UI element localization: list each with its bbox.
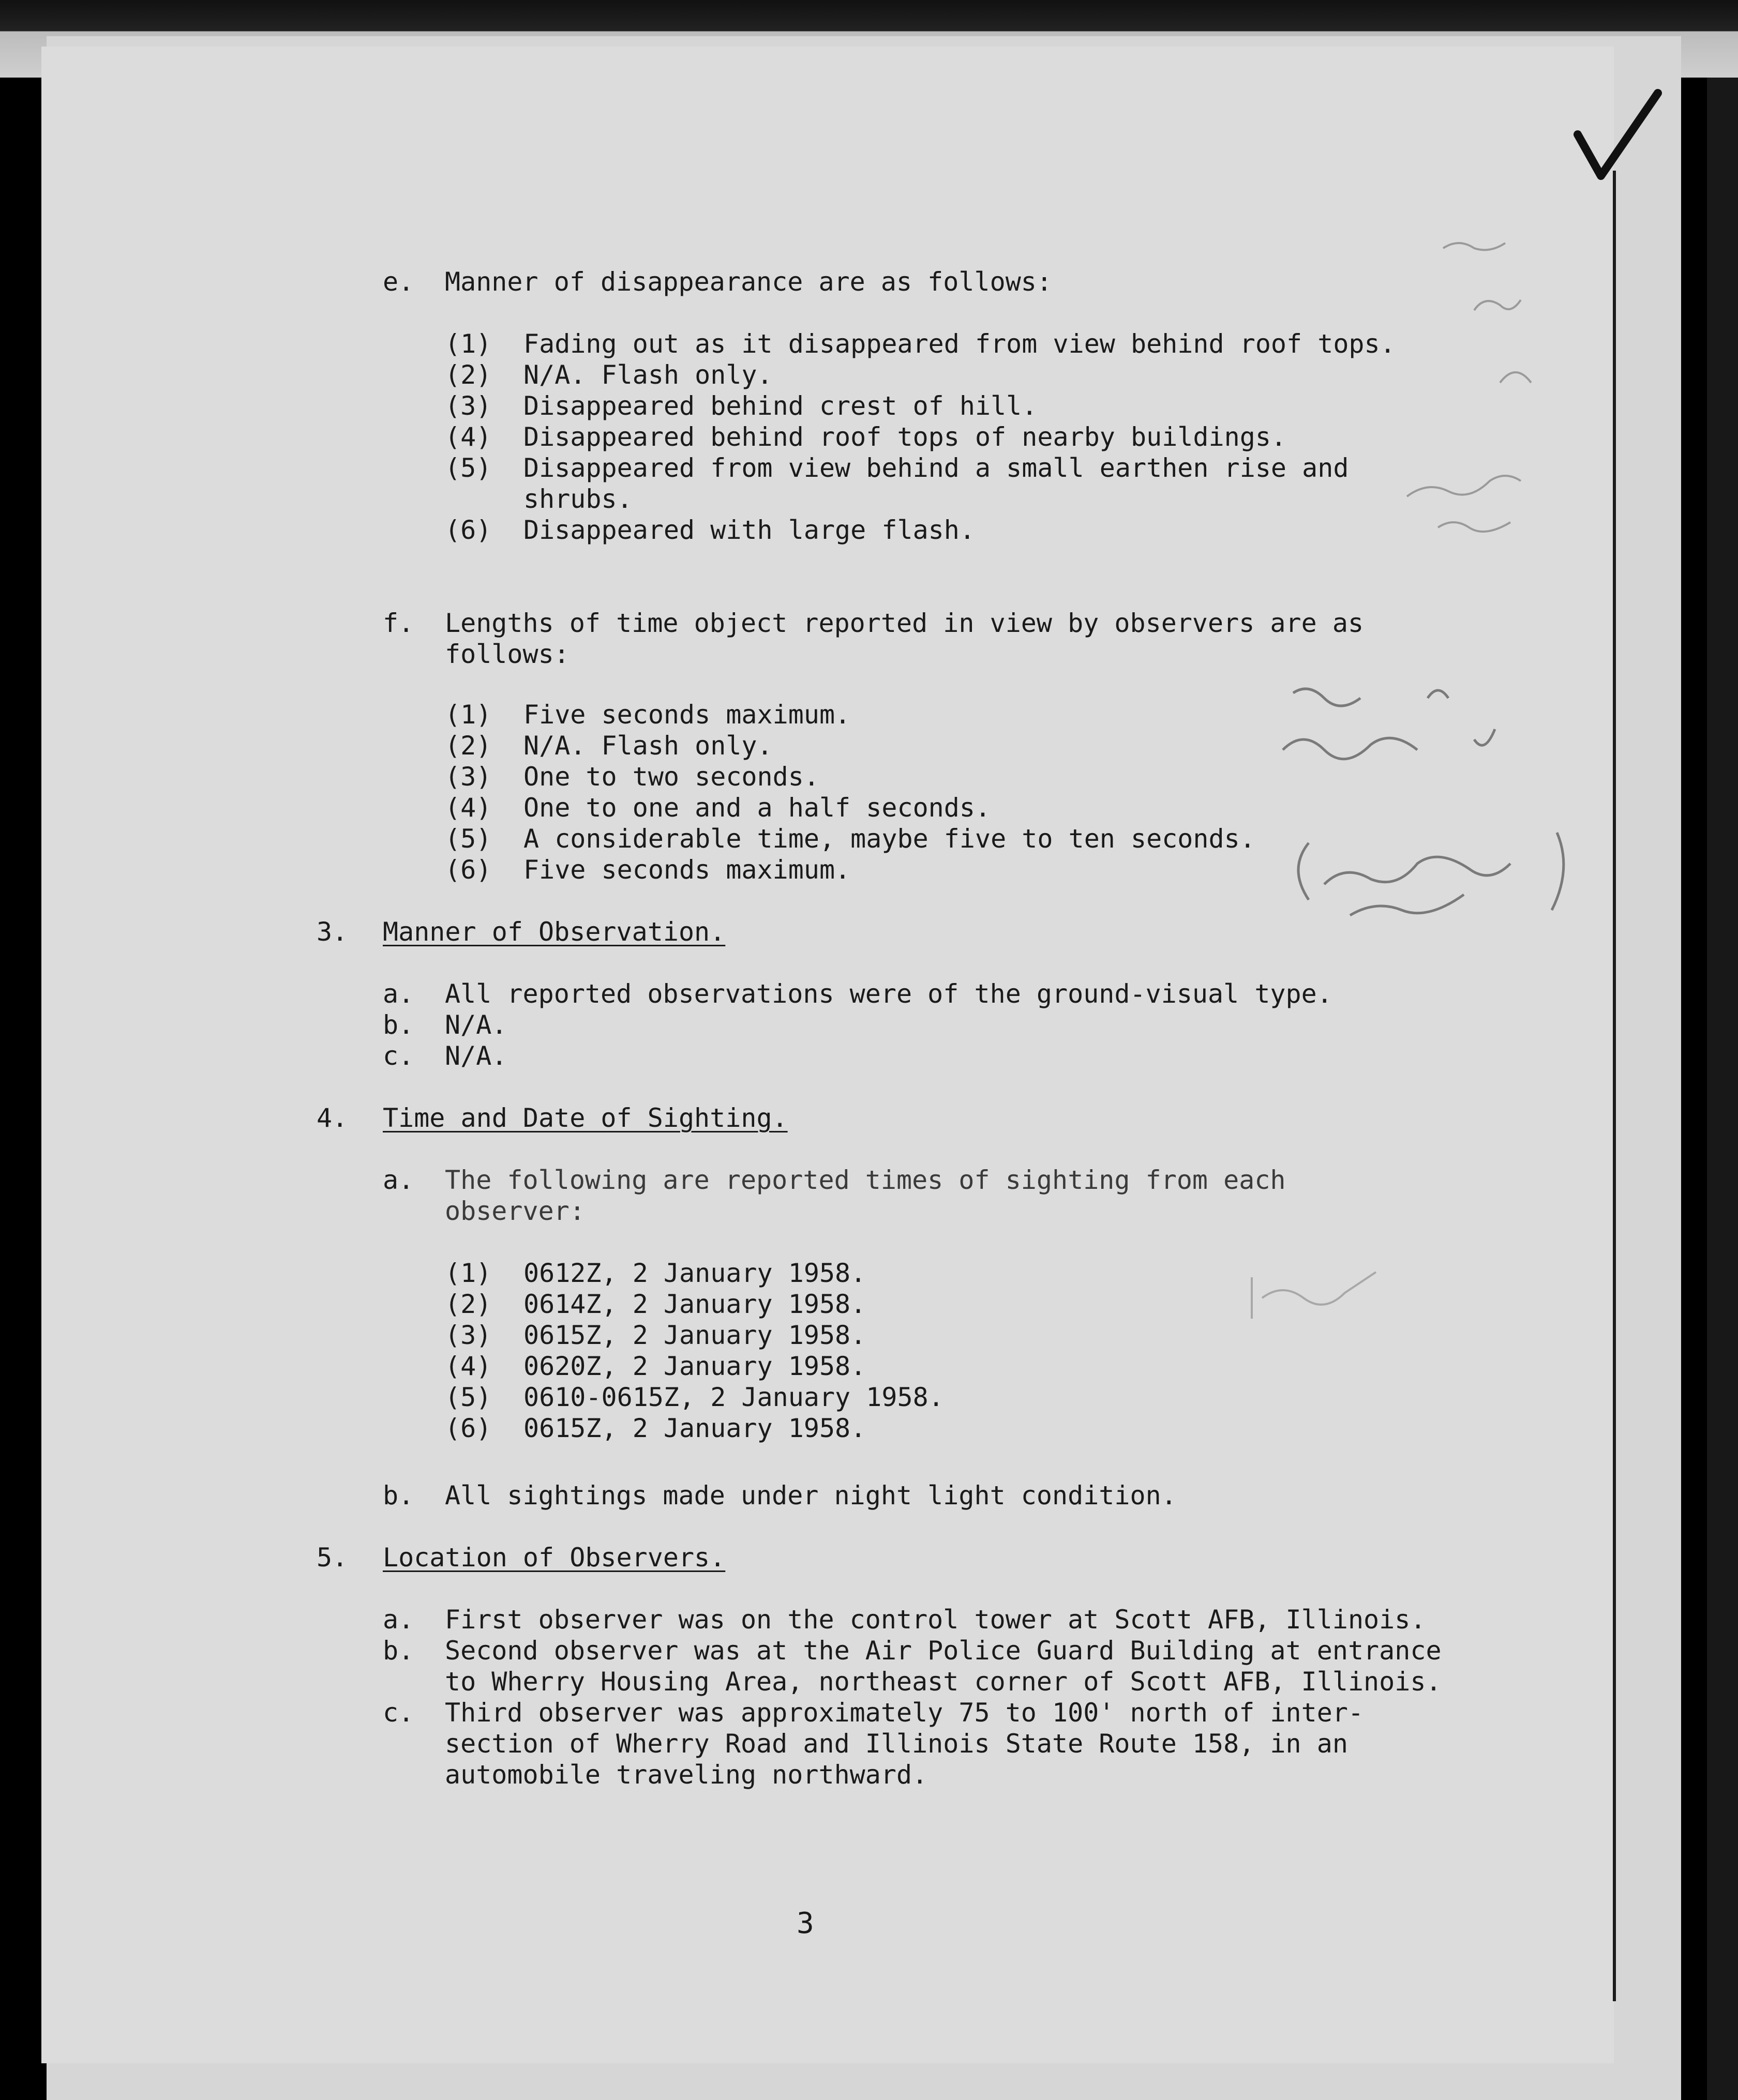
list-item-number: (4) bbox=[445, 1351, 492, 1381]
section-4b-text: All sightings made under night light condition. bbox=[445, 1480, 1177, 1510]
list-item-marker: a. bbox=[383, 1605, 414, 1635]
list-item-text: Disappeared with large flash. bbox=[523, 515, 975, 545]
list-item-marker: a. bbox=[383, 979, 414, 1009]
list-item-text: Five seconds maximum. bbox=[523, 700, 851, 730]
list-item-number: (6) bbox=[445, 1413, 492, 1443]
list-item-marker: b. bbox=[383, 1636, 414, 1666]
list-item-text: Second observer was at the Air Police Guard Building at entrance bbox=[445, 1636, 1442, 1666]
list-item-text: N/A. bbox=[445, 1041, 507, 1071]
list-item-number: (1) bbox=[445, 1258, 492, 1288]
list-item-number: (1) bbox=[445, 329, 492, 359]
section-4a-marker: a. bbox=[383, 1165, 414, 1195]
list-item-text: 0615Z, 2 January 1958. bbox=[523, 1320, 866, 1350]
list-item-text: N/A. bbox=[445, 1010, 507, 1040]
section-4-number: 4. bbox=[317, 1103, 348, 1133]
list-item-text: Third observer was approximately 75 to 100' north of inter- bbox=[445, 1698, 1364, 1728]
section-4b-marker: b. bbox=[383, 1480, 414, 1510]
list-item-text: First observer was on the control tower at Scott AFB, Illinois. bbox=[445, 1605, 1426, 1635]
list-item-text: 0615Z, 2 January 1958. bbox=[523, 1413, 866, 1443]
list-item-number: (3) bbox=[445, 391, 492, 421]
section-5-heading: Location of Observers. bbox=[383, 1543, 726, 1573]
list-item-number: (5) bbox=[445, 824, 492, 854]
section-f-intro-continued: follows: bbox=[445, 639, 570, 669]
list-item-text-continued: shrubs. bbox=[523, 484, 633, 514]
list-item-number: (2) bbox=[445, 360, 492, 390]
list-item-number: (6) bbox=[445, 855, 492, 885]
list-item-text: All reported observations were of the ground-visual type. bbox=[445, 979, 1332, 1009]
list-item-number: (3) bbox=[445, 1320, 492, 1350]
list-item-number: (5) bbox=[445, 453, 492, 483]
list-item-text: Fading out as it disappeared from view behind roof tops. bbox=[523, 329, 1396, 359]
list-item-text: 0610-0615Z, 2 January 1958. bbox=[523, 1382, 944, 1412]
section-3-heading: Manner of Observation. bbox=[383, 917, 726, 947]
list-item-number: (1) bbox=[445, 700, 492, 730]
list-item-text: One to two seconds. bbox=[523, 762, 819, 792]
section-4a-intro-continued: observer: bbox=[445, 1196, 585, 1226]
list-item-text: N/A. Flash only. bbox=[523, 731, 773, 761]
list-item-number: (4) bbox=[445, 793, 492, 823]
list-item-number: (2) bbox=[445, 1289, 492, 1319]
section-f-intro: Lengths of time object reported in view by observers are as bbox=[445, 608, 1364, 638]
list-item-number: (6) bbox=[445, 515, 492, 545]
list-item-text-continued: to Wherry Housing Area, northeast corner of Scott AFB, Illinois. bbox=[445, 1667, 1442, 1697]
list-item-number: (2) bbox=[445, 731, 492, 761]
section-4a-intro: The following are reported times of sighting from each bbox=[445, 1165, 1286, 1195]
list-item-text: Disappeared behind crest of hill. bbox=[523, 391, 1038, 421]
section-4-heading: Time and Date of Sighting. bbox=[383, 1103, 788, 1133]
list-item-text: N/A. Flash only. bbox=[523, 360, 773, 390]
section-e-intro: Manner of disappearance are as follows: bbox=[445, 267, 1052, 297]
list-item-text-continued: section of Wherry Road and Illinois State Route 158, in an bbox=[445, 1729, 1348, 1759]
list-item-marker: c. bbox=[383, 1698, 414, 1728]
list-item-text: 0612Z, 2 January 1958. bbox=[523, 1258, 866, 1288]
list-item-text: Five seconds maximum. bbox=[523, 855, 851, 885]
list-item-number: (3) bbox=[445, 762, 492, 792]
list-item-text: Disappeared from view behind a small earthen rise and bbox=[523, 453, 1349, 483]
list-item-number: (4) bbox=[445, 422, 492, 452]
section-f-marker: f. bbox=[383, 608, 414, 638]
section-e-marker: e. bbox=[383, 267, 414, 297]
list-item-text-continued: automobile traveling northward. bbox=[445, 1760, 928, 1790]
list-item-text: Disappeared behind roof tops of nearby buildings. bbox=[523, 422, 1287, 452]
list-item-text: One to one and a half seconds. bbox=[523, 793, 991, 823]
list-item-text: 0620Z, 2 January 1958. bbox=[523, 1351, 866, 1381]
page-number: 3 bbox=[797, 1907, 814, 1940]
section-3-number: 3. bbox=[317, 917, 348, 947]
list-item-marker: b. bbox=[383, 1010, 414, 1040]
list-item-text: 0614Z, 2 January 1958. bbox=[523, 1289, 866, 1319]
list-item-text: A considerable time, maybe five to ten seconds. bbox=[523, 824, 1255, 854]
list-item-marker: c. bbox=[383, 1041, 414, 1071]
section-5-number: 5. bbox=[317, 1543, 348, 1573]
list-item-number: (5) bbox=[445, 1382, 492, 1412]
